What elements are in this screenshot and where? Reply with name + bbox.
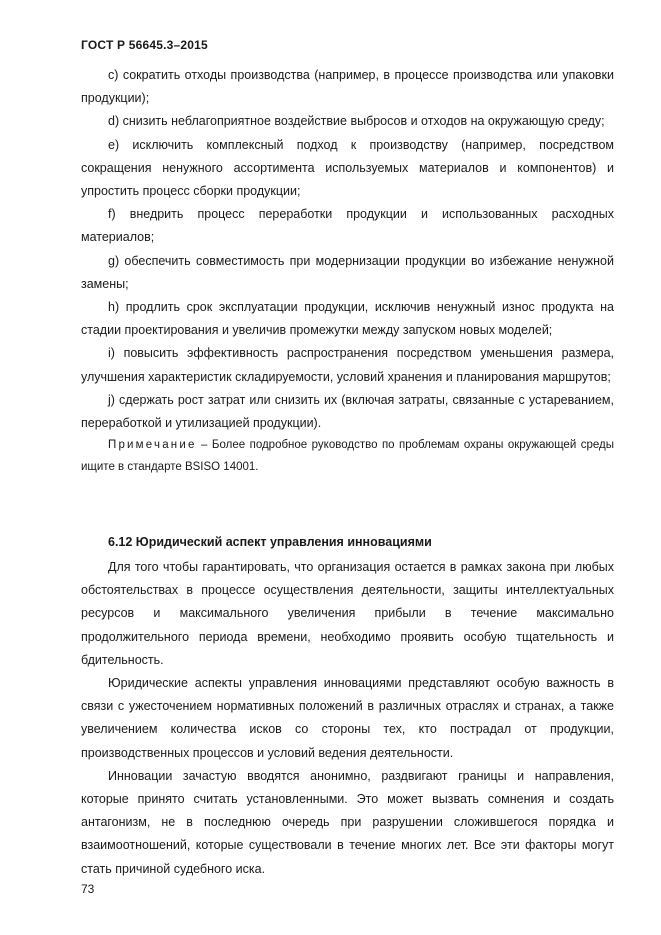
list-item-c: c) сократить отходы производства (например, в процессе производства или упаковки продукции); <box>81 68 614 106</box>
page-number: 73 <box>81 882 95 896</box>
section-title: 6.12 Юридический аспект управления инновациями <box>108 535 432 549</box>
list-item-h: h) продлить срок эксплуатации продукции, исключив ненужный износ продукта на стадии проектирования и увеличив промежутки между запуском новых моделей; <box>81 300 614 338</box>
section-paragraph-3: Инновации зачастую вводятся анонимно, раздвигают границы и направления, которые принято считать установленными. Это может вызвать сомнения и создать антагонизм, не в последнюю очередь при разрушении сложившегося порядка и взаимоотношений, которые существовали в течение многих лет. Все эти факторы могут стать причиной судебного иска. <box>81 768 614 876</box>
section-body <box>81 556 614 881</box>
list-item-d: d) снизить неблагоприятное воздействие выбросов и отходов на окружающую среду; <box>108 114 605 129</box>
note-label: Примечание <box>108 439 197 452</box>
list-item-e: e) исключить комплексный подход к производству (например, посредством сокращения ненужного ассортимента используемых материалов и компонентов) и упростить процесс сборки продукции; <box>81 137 614 199</box>
requirements-list <box>81 64 614 478</box>
list-item-i: i) повысить эффективность распространения посредством уменьшения размера, улучшения характеристик складируемости, условий хранения и планирования маршрутов; <box>81 346 614 384</box>
note-text: – Более подробное руководство по проблемам охраны окружающей среды ищите в стандарте BSISO 14001. <box>81 439 614 473</box>
section-paragraph-2: Юридические аспекты управления инновациями представляют особую важность в связи с ужесточением нормативных положений в различных отраслях и странах, а также увеличением количества исков со стороны тех, кто пострадал от продукции, производственных процессов и условий ведения деятельности. <box>81 676 614 760</box>
section-paragraph-1: Для того чтобы гарантировать, что организация остается в рамках закона при любых обстоятельствах в процессе осуществления деятельности, защиты интеллектуальных ресурсов и максимального увеличения прибыли в течение максимально продолжительного периода времени, необходимо проявить особую тщательность и бдительность. <box>81 560 614 667</box>
document-header: ГОСТ Р 56645.3–2015 <box>81 38 208 52</box>
note <box>81 435 614 478</box>
list-item-j: j) сдержать рост затрат или снизить их (включая затраты, связанные с устареванием, переработкой и утилизацией продукции). <box>81 392 614 431</box>
list-item-g: g) обеспечить совместимость при модернизации продукции во избежание ненужной замены; <box>81 253 614 291</box>
list-item-f: f) внедрить процесс переработки продукции и использованных расходных материалов; <box>81 207 614 245</box>
